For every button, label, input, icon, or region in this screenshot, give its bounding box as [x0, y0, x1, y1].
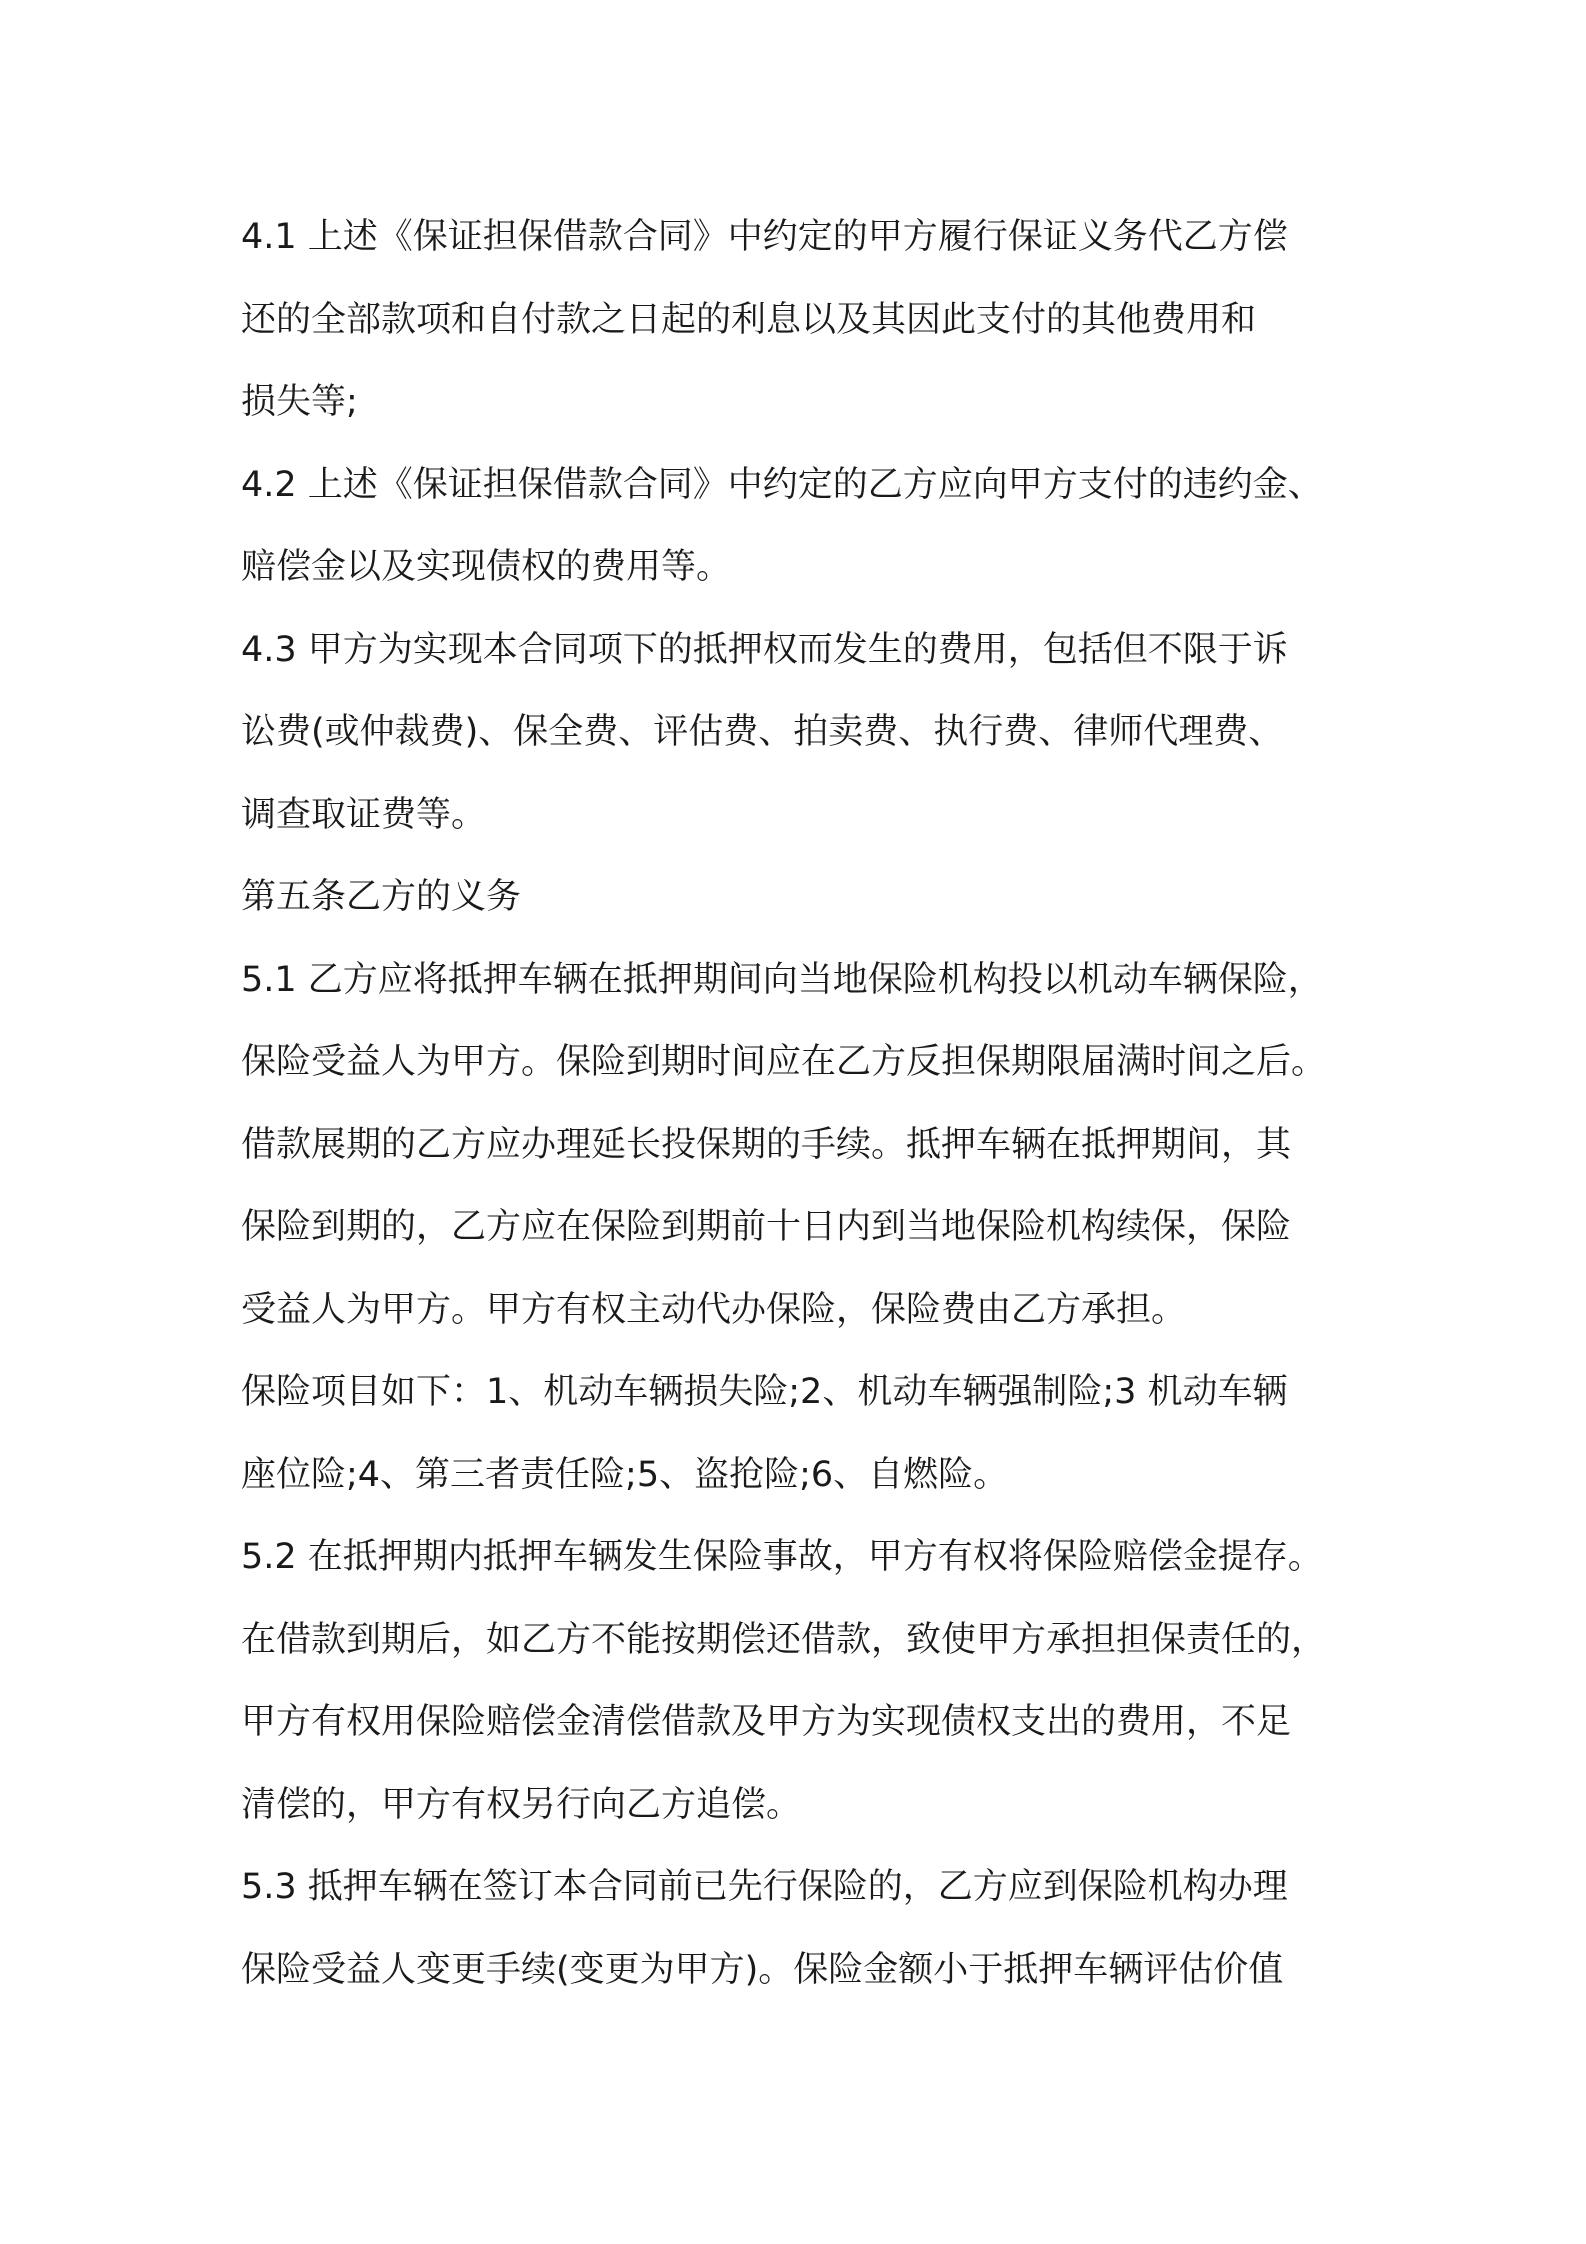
section-heading: 第五条乙方的义务: [241, 877, 522, 917]
text-line: 借款展期的乙方应办理延长投保期的手续。抵押车辆在抵押期间，其: [241, 1124, 1292, 1165]
text-line: 4.1 上述《保证担保借款合同》中约定的甲方履行保证义务代乙方偿: [241, 217, 1288, 257]
text-line: 5.2 在抵押期内抵押车辆发生保险事故，甲方有权将保险赔偿金提存。: [241, 1537, 1323, 1577]
text-line: 受益人为甲方。甲方有权主动代办保险，保险费由乙方承担。: [241, 1289, 1187, 1330]
text-line: 保险项目如下：1、机动车辆损失险;2、机动车辆强制险;3 机动车辆: [241, 1372, 1288, 1412]
text-line: 座位险;4、第三者责任险;5、盗抢险;6、自燃险。: [241, 1454, 1009, 1495]
text-line: 损失等;: [241, 382, 358, 422]
text-line: 保险到期的，乙方应在保险到期前十日内到当地保险机构续保，保险: [241, 1207, 1292, 1247]
text-line: 讼费(或仲裁费)、保全费、评估费、拍卖费、执行费、律师代理费、: [241, 712, 1284, 752]
text-line: 4.3 甲方为实现本合同项下的抵押权而发生的费用，包括但不限于诉: [241, 629, 1288, 670]
text-line: 赔偿金以及实现债权的费用等。: [241, 547, 732, 587]
text-line: 在借款到期后，如乙方不能按期偿还借款，致使甲方承担担保责任的，: [241, 1619, 1327, 1660]
text-line: 4.2 上述《保证担保借款合同》中约定的乙方应向甲方支付的违约金、: [241, 464, 1323, 505]
text-line: 5.1 乙方应将抵押车辆在抵押期间向当地保险机构投以机动车辆保险，: [241, 959, 1323, 1000]
text-line: 还的全部款项和自付款之日起的利息以及其因此支付的其他费用和: [241, 299, 1257, 340]
text-line: 清偿的，甲方有权另行向乙方追偿。: [241, 1784, 802, 1825]
text-line: 保险受益人为甲方。保险到期时间应在乙方反担保期限届满时间之后。: [241, 1042, 1327, 1082]
document-body: [241, 196, 1361, 2011]
text-line: 保险受益人变更手续(变更为甲方)。保险金额小于抵押车辆评估价值: [241, 1949, 1284, 1990]
text-line: 调查取证费等。: [241, 794, 487, 835]
text-line: 甲方有权用保险赔偿金清偿借款及甲方为实现债权支出的费用，不足: [241, 1702, 1292, 1742]
text-line: 5.3 抵押车辆在签订本合同前已先行保险的，乙方应到保险机构办理: [241, 1867, 1288, 1907]
